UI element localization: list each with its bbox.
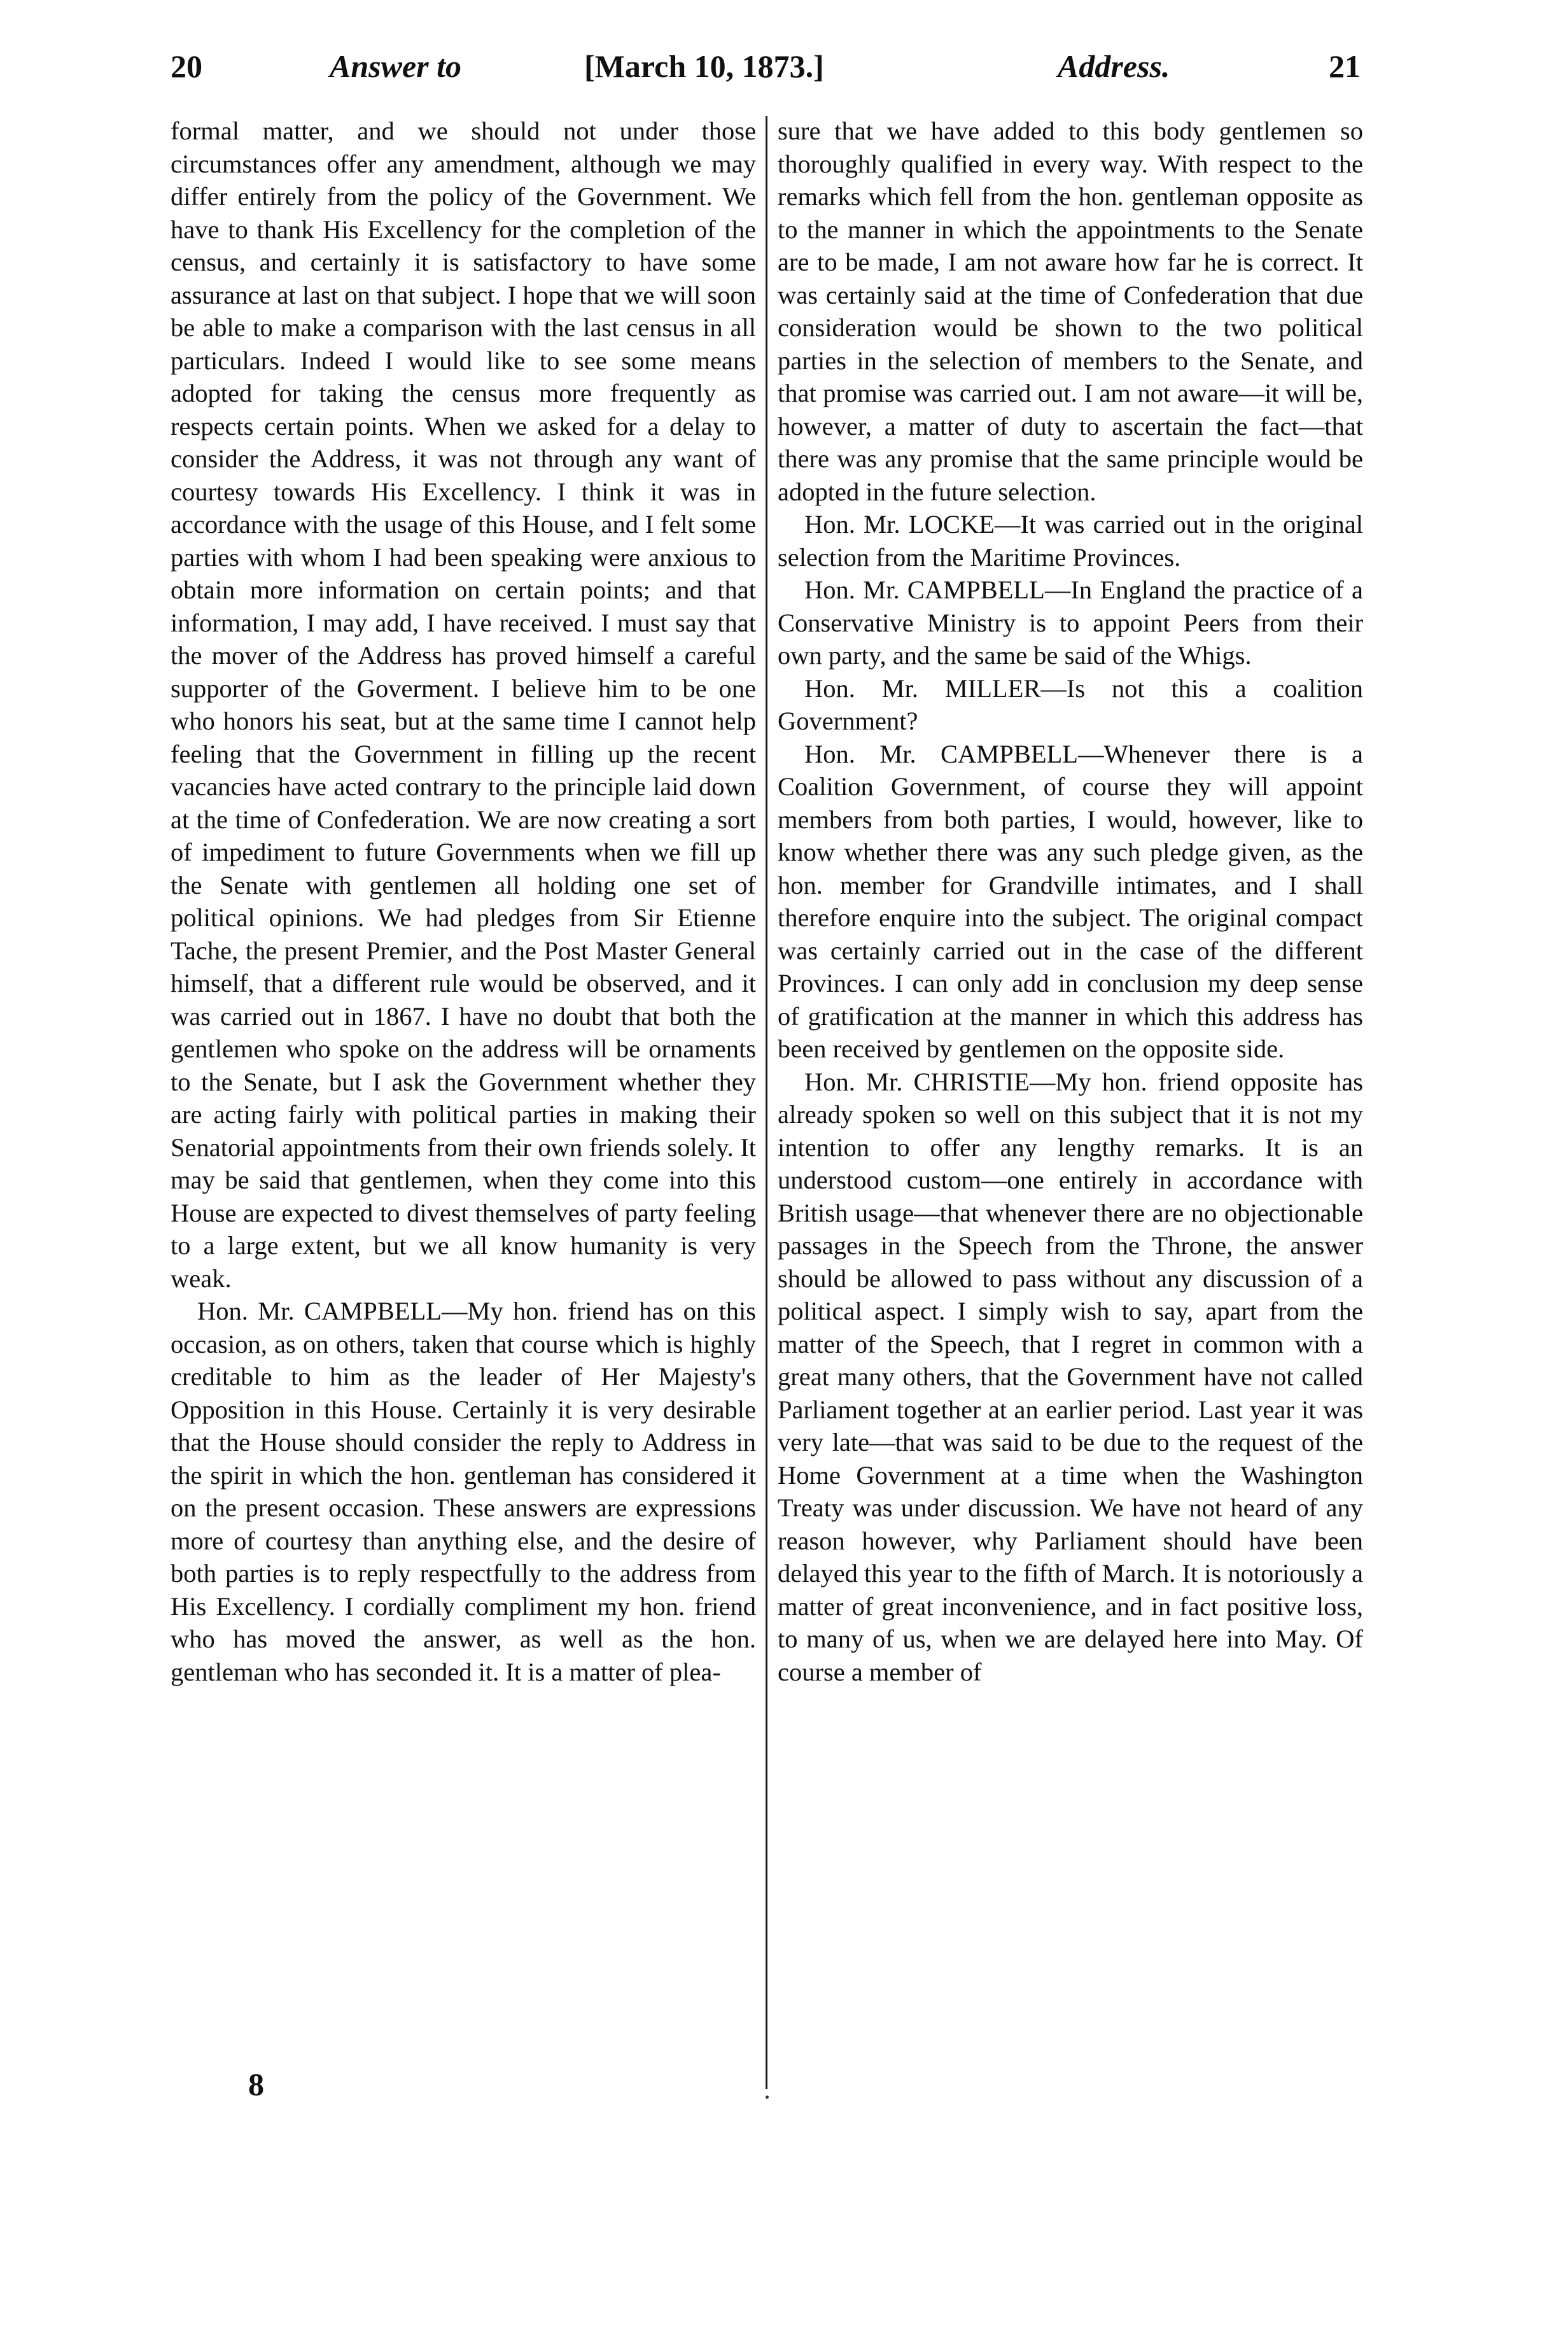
print-dot bbox=[766, 2096, 769, 2099]
running-title-right: Address. bbox=[1058, 48, 1170, 84]
left-column bbox=[171, 115, 756, 1688]
paragraph-campbell-england: Hon. Mr. CAMPBELL—In England the practice of a Conservative Ministry is to appoint Peers from their own party, and the same be said of the Whigs. bbox=[778, 575, 1363, 670]
running-title-left: Answer to bbox=[330, 48, 462, 84]
running-date: [March 10, 1873.] bbox=[584, 48, 824, 84]
paragraph-continued: formal matter, and we should not under those circumstances offer any amendment, although we may differ entirely from the policy of the Government. We have to thank His Excellency for the completion of the census, and certainly it is satisfactory to have some assurance at last on that subject. I hope that we will soon be able to make a comparison with the last census in all particulars. Indeed I would like to see some means adopted for taking the census more frequently as respects certain points. When we asked for a delay to consider the Address, it was not through any want of courtesy towards His Excellency. I think it was in accordance with the usage of this House, and I felt some parties with whom I had been speaking were anxious to obtain more information on certain points; and that information, I may add, I have received. I must say that the mover of the Address has proved himself a careful supporter of the Goverment. I believe him to be one who honors his seat, but at the same time I cannot help feeling that the Government in filling up the recent vacancies have acted contrary to the principle laid down at the time of Confederation. We are now creating a sort of impediment to future Governments when we fill up the Senate with gentlemen all holding one set of political opinions. We had pledges from Sir Etienne Tache, the present Premier, and the Post Master General himself, that a different rule would be observed, and it was carried out in 1867. I have no doubt that both the gentlemen who spoke on the address will be ornaments to the Senate, but I ask the Government whether they are acting fairly with political parties in making their Senatorial appointments from their own friends solely. It may be said that gentlemen, when they come into this House are expected to divest themselves of party feeling to a large extent, but we all know humanity is very weak. bbox=[171, 116, 757, 1293]
paragraph-continued-right: sure that we have added to this body gentlemen so thoroughly qualified in every way. With respect to the remarks which fell from the hon. gentleman opposite as to the manner in which the appointments to the Senate are to be made, I am not aware how far he is correct. It was certainly said at the time of Confederation that due consideration would be shown to the two political parties in the selection of members to the Senate, and that promise was carried out. I am not aware—it will be, however, a matter of duty to ascertain the fact—that there was any promise that the same principle would be adopted in the future selection. bbox=[778, 116, 1363, 506]
paragraph-campbell-coalition: Hon. Mr. CAMPBELL—Whenever there is a Coalition Government, of course they will appoint members from both parties, I would, however, like to know whether there was any such pledge given, as the hon. member for Grandville intimates, and I shall therefore enquire into the subject. The original compact was certainly carried out in the case of the different Provinces. I can only add in conclusion my deep sense of gratification at the manner in which this address has been received by gentlemen on the opposite side. bbox=[778, 739, 1363, 1063]
paragraph-campbell-reply: Hon. Mr. CAMPBELL—My hon. friend has on this occasion, as on others, taken that course which is highly creditable to him as the leader of Her Majesty's Opposition in this House. Certainly it is very desirable that the House should consider the reply to Address in the spirit in which the hon. gentleman has considered it on the present occasion. These answers are expressions more of courtesy than anything else, and the desire of both parties is to reply respectfully to the address from His Excellency. I cordially compliment my hon. friend who has moved the answer, as well as the hon. gentleman who has seconded it. It is a matter of plea- bbox=[171, 1297, 756, 1686]
signature-mark: 8 bbox=[248, 2066, 264, 2102]
column-divider bbox=[766, 116, 767, 2089]
page-number-left: 20 bbox=[171, 48, 202, 84]
paragraph-miller: Hon. Mr. MILLER—Is not this a coalition Government? bbox=[778, 673, 1363, 735]
page-number-right: 21 bbox=[1329, 48, 1361, 84]
paragraph-locke: Hon. Mr. LOCKE—It was carried out in the original selection from the Maritime Provinces. bbox=[778, 510, 1363, 572]
running-head bbox=[171, 48, 1361, 105]
paragraph-christie: Hon. Mr. CHRISTIE—My hon. friend opposite has already spoken so well on this subject that it is not my intention to offer any lengthy remarks. It is an understood custom—one entirely in accordance with British usage—that whenever there are no objectionable passages in the Speech from the Throne, the answer should be allowed to pass without any discussion of a political aspect. I simply wish to say, apart from the matter of the Speech, that I regret in common with a great many others, that the Government have not called Parliament together at an earlier period. Last year it was very late—that was said to be due to the request of the Home Government at a time when the Washington Treaty was under discussion. We have not heard of any reason however, why Parliament should have been delayed this year to the fifth of March. It is notoriously a matter of great inconvenience, and in fact positive loss, to many of us, when we are delayed here into May. Of course a member of bbox=[778, 1067, 1364, 1686]
right-column bbox=[778, 115, 1363, 1688]
